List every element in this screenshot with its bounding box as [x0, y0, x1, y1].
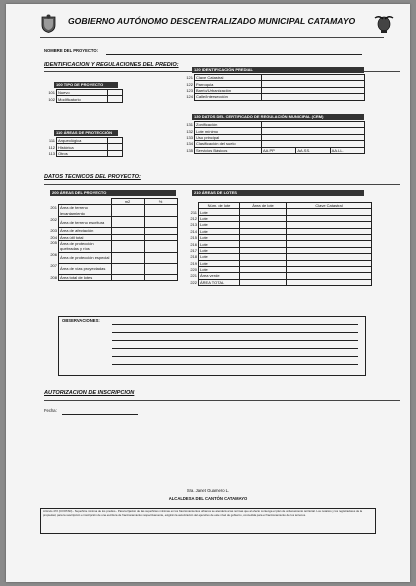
- row-label: Histórica: [57, 144, 108, 150]
- row-label: Calle/Intersección: [195, 94, 262, 100]
- row-number: 222: [190, 279, 197, 285]
- row-number: 218: [190, 254, 197, 260]
- check-cell[interactable]: [108, 96, 123, 102]
- row-label: Lote: [199, 247, 240, 253]
- m2-cell[interactable]: [111, 252, 144, 263]
- row-number: 219: [190, 260, 197, 266]
- percent-cell[interactable]: [144, 240, 177, 252]
- row-label: Lote: [199, 209, 240, 215]
- row-label: Área de protección especial: [59, 252, 112, 263]
- cadastral-key-column-header: Clave Catastral: [287, 203, 372, 209]
- row-number: 134: [186, 141, 193, 147]
- areas-proyecto-table: [46, 198, 178, 281]
- percent-cell[interactable]: [144, 252, 177, 263]
- row-number: 132: [186, 128, 193, 134]
- row-label: Lote: [199, 260, 240, 266]
- cadastral-key-cell[interactable]: [287, 279, 372, 285]
- row-label: ÁREA TOTAL: [199, 279, 240, 285]
- percent-cell[interactable]: [144, 217, 177, 228]
- row-number: 133: [186, 134, 193, 140]
- row-number: 111: [48, 138, 55, 144]
- row-label: Parroquia: [195, 81, 262, 87]
- national-coat-of-arms-icon: [374, 13, 394, 33]
- row-label: Área de terreno levantamiento: [59, 205, 112, 217]
- row-label: Otros: [57, 150, 108, 156]
- row-label: Área verde: [199, 273, 240, 279]
- row-number: 207: [50, 263, 57, 269]
- fecha-label: Fecha:: [44, 408, 57, 413]
- tipo-proyecto-header: 100 TIPO DE PROYECTO: [54, 82, 118, 88]
- table-row: [46, 205, 177, 217]
- row-label: Modificatorio: [57, 96, 108, 102]
- header-rule: [40, 37, 384, 38]
- row-number: 124: [186, 94, 193, 100]
- observaciones-line: [112, 324, 358, 325]
- service-aapp-cell[interactable]: AA.PP: [262, 147, 296, 153]
- row-label: Lote mínimo: [195, 128, 262, 134]
- observaciones-box[interactable]: [58, 316, 366, 376]
- row-label: Clasificación del suelo: [195, 141, 262, 147]
- project-name-label: NOMBRE DEL PROYECTO:: [44, 48, 99, 53]
- row-label: Lote: [199, 215, 240, 221]
- form-page: [6, 4, 410, 582]
- row-number: 221: [190, 273, 197, 279]
- row-number: 205: [50, 240, 57, 246]
- lot-area-column-header: Área de lote: [240, 203, 287, 209]
- row-number: 122: [186, 81, 193, 87]
- observaciones-line: [112, 356, 358, 357]
- row-number: 215: [190, 235, 197, 241]
- row-label: Arqueológica: [57, 138, 108, 144]
- observaciones-line: [112, 364, 358, 365]
- section-autorizacion-title: AUTORIZACION DE INSCRIPCION: [44, 390, 135, 396]
- row-number: 206: [50, 252, 57, 258]
- areas-proteccion-table: [44, 137, 123, 157]
- areas-proyecto-header: 200 ÁREAS DEL PROYECTO: [50, 190, 176, 196]
- municipal-crest-icon: [40, 14, 57, 33]
- table-row: [46, 240, 177, 252]
- section-datos-tecnicos-title: DATOS TECNICOS DEL PROYECTO:: [44, 174, 141, 180]
- table-row: [186, 279, 372, 285]
- row-label: Área de protección quebradas y ríos: [59, 240, 112, 252]
- fecha-field[interactable]: [62, 414, 138, 415]
- row-label: Lote: [199, 254, 240, 260]
- row-number: 216: [190, 241, 197, 247]
- row-label: Lote: [199, 234, 240, 240]
- table-row: [46, 252, 177, 263]
- row-number: 121: [186, 75, 193, 81]
- table-row: [182, 147, 365, 153]
- row-number: 212: [190, 215, 197, 221]
- tipo-proyecto-table: [44, 89, 123, 103]
- m2-cell[interactable]: [111, 240, 144, 252]
- percent-cell[interactable]: [144, 274, 177, 280]
- row-label: Lote: [199, 228, 240, 234]
- row-number: 131: [186, 122, 193, 128]
- row-number: 211: [190, 209, 197, 215]
- row-label: Zonificación: [195, 122, 262, 128]
- row-number: 213: [190, 222, 197, 228]
- row-number: 217: [190, 247, 197, 253]
- row-number: 202: [50, 216, 57, 222]
- row-number: 113: [48, 150, 55, 156]
- percent-cell[interactable]: [144, 263, 177, 274]
- signatory-role: ALCALDESA DEL CANTÓN CATAMAYO: [168, 496, 248, 501]
- row-label: Barrio/Urbanización: [195, 87, 262, 93]
- certificado-header: 130 DATOS DEL CERTIFICADO DE REGULACIÓN MUNICIPAL (CRM): [192, 114, 364, 120]
- footnote-text: Artículo 472 (COOTAD).- Superficie mínima de los predios.- Para la fijación de las superficies mínimas en los fraccionamientos urbanos se atenderá a las normas que al efecto contenga el plan de ordenamiento territorial. Los notarios y los registradores de la propiedad, para la suscripción e inscripción de una escritura de fraccionamiento respectivamente, exigirán la autorización del ejecutivo de este nivel de gobierno, concedida para el fraccionamiento de los terrenos.: [43, 509, 363, 517]
- row-number: 208: [50, 274, 57, 280]
- percent-cell[interactable]: [144, 205, 177, 217]
- observaciones-line: [112, 340, 358, 341]
- row-number: 204: [50, 234, 57, 240]
- row-number: 203: [50, 228, 57, 234]
- identificacion-header: 120 IDENTIFICACIÓN PREDIAL: [192, 67, 364, 73]
- certificado-table: [182, 121, 365, 154]
- row-number: 102: [48, 96, 55, 102]
- table-row: [182, 94, 365, 100]
- areas-lotes-table: [186, 202, 372, 286]
- row-label: Área útil total: [59, 234, 112, 240]
- row-label: Nuevo: [57, 90, 108, 96]
- row-label: Área de vías proyectadas: [59, 263, 112, 274]
- identificacion-table: [182, 74, 365, 101]
- observaciones-line: [112, 348, 358, 349]
- table-row: [44, 96, 123, 102]
- observaciones-line: [112, 332, 358, 333]
- signatory-name: Sra. Janet Guamero L.: [186, 488, 230, 493]
- section-identificacion-title: IDENTIFICACION Y REGULACIONES DEL PREDIO:: [44, 62, 179, 68]
- check-cell[interactable]: [108, 150, 123, 156]
- service-aass-cell[interactable]: AA.SS.: [296, 147, 330, 153]
- m2-cell[interactable]: [111, 217, 144, 228]
- observaciones-label: OBSERVACIONES:: [62, 318, 100, 323]
- row-label: Uso principal: [195, 134, 262, 140]
- service-aall-cell[interactable]: AA.LL.: [330, 147, 364, 153]
- row-label: Servicios Básicos: [195, 147, 262, 153]
- row-number: 123: [186, 87, 193, 93]
- project-name-field[interactable]: [106, 54, 362, 55]
- page-title: GOBIERNO AUTÓNOMO DESCENTRALIZADO MUNICIPAL CATAMAYO: [68, 16, 356, 26]
- row-label: Clave Catastral: [195, 75, 262, 81]
- m2-column-header: m2: [111, 199, 144, 205]
- row-label: Área de afectación: [59, 228, 112, 234]
- value-cell[interactable]: [262, 94, 365, 100]
- table-row: [44, 150, 123, 156]
- row-number: 214: [190, 228, 197, 234]
- areas-lotes-header: 210 ÁREAS DE LOTES: [192, 190, 364, 196]
- percent-column-header: %: [144, 199, 177, 205]
- areas-proteccion-header: 110 ÁREAS DE PROTECCIÓN: [54, 130, 118, 136]
- row-label: Lote: [199, 266, 240, 272]
- row-label: Área total de lotes: [59, 274, 112, 280]
- row-label: Lote: [199, 222, 240, 228]
- table-row: [46, 274, 177, 280]
- table-row: [46, 263, 177, 274]
- m2-cell[interactable]: [111, 205, 144, 217]
- row-number: 112: [48, 144, 55, 150]
- lot-number-column-header: Núm. de lote: [199, 203, 240, 209]
- lot-area-cell[interactable]: [240, 279, 287, 285]
- m2-cell[interactable]: [111, 263, 144, 274]
- table-row: [46, 217, 177, 228]
- row-number: 101: [48, 90, 55, 96]
- row-number: 201: [50, 204, 57, 210]
- m2-cell[interactable]: [111, 274, 144, 280]
- row-number: 135: [186, 147, 193, 153]
- row-number: 220: [190, 267, 197, 273]
- section-rule: [44, 184, 400, 185]
- row-label: Lote: [199, 241, 240, 247]
- section-rule: [44, 400, 400, 401]
- row-label: Área de terreno escritura: [59, 217, 112, 228]
